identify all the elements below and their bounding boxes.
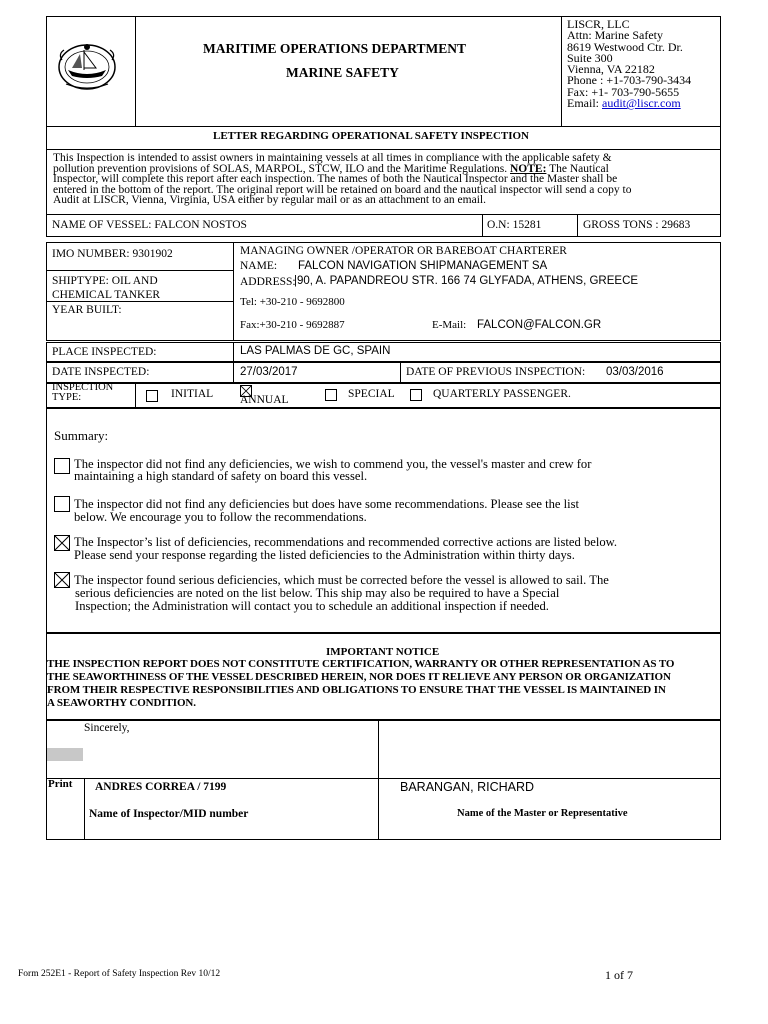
- on-label: O.N:: [487, 219, 510, 231]
- quarterly-passenger-checkbox[interactable]: [410, 389, 422, 401]
- initial-option-label: INITIAL: [171, 388, 214, 400]
- liscr-seal-logo: [54, 40, 120, 94]
- vessel-name-field: [52, 219, 247, 231]
- owner-email-value: FALCON@FALCON.GR: [477, 319, 602, 331]
- summary-option-4-checkbox[interactable]: [54, 572, 70, 588]
- notice-title: IMPORTANT NOTICE: [326, 646, 440, 658]
- quarterly-passenger-option-label: QUARTERLY PASSENGER.: [433, 388, 571, 400]
- owner-email-label: E-Mail:: [432, 319, 467, 331]
- signature-box: [46, 720, 721, 840]
- email-label: Email:: [567, 96, 599, 111]
- on-value: 15281: [512, 219, 542, 231]
- special-checkbox[interactable]: [325, 389, 337, 401]
- gross-tons-label: GROSS TONS :: [583, 219, 659, 231]
- email-line: [567, 98, 691, 109]
- summary-option-2-text: The inspector did not find any deficiencies but does have some recommendations. Please see the list below. We encourage you to follow the recommendations.: [74, 497, 580, 524]
- summary-option-3-checkbox[interactable]: [54, 535, 70, 551]
- department-title: MARITIME OPERATIONS DEPARTMENT: [203, 41, 467, 56]
- summary-option-1-text: The inspector did not find any deficiencies, we wish to commend you, the vessel's master and crew for maintaining a high standard of safety on board this vessel.: [74, 457, 592, 483]
- address-line: LISCR, LLC: [567, 17, 630, 31]
- address-line: Suite 300: [567, 50, 613, 65]
- department-subtitle: MARINE SAFETY: [286, 65, 399, 80]
- summary-option-4-text: The inspector found serious deficiencies, which must be corrected before the vessel is allowed to sail. The serious deficiencies are noted on the list below. This ship may also be required to have a Special Inspection; the Administration will contact you to schedule an additional inspection if needed.: [74, 573, 609, 613]
- address-line: Attn: Marine Safety: [567, 28, 663, 43]
- owner-tel: Tel: +30-210 - 9692800: [240, 296, 345, 308]
- owner-fax: Fax:+30-210 - 9692887: [240, 319, 345, 331]
- summary-option-2-checkbox[interactable]: [54, 496, 70, 512]
- summary-option-3-text: The Inspector’s list of deficiencies, recommendations and recommended corrective actions are listed below. Please send your response regarding the listed deficiencies to the Administration within thirty days.: [74, 535, 618, 562]
- owner-heading: MANAGING OWNER /OPERATOR OR BAREBOAT CHARTERER: [240, 245, 567, 257]
- summary-option-1-checkbox[interactable]: [54, 458, 70, 474]
- summary-title: Summary:: [54, 428, 109, 443]
- intro-line: pollution prevention provisions of SOLAS, MARPOL, STCW, ILO and the Maritime Regulations. NOTE: The Nautical: [53, 162, 609, 175]
- check-mark-icon: [55, 536, 69, 550]
- letter-title: LETTER REGARDING OPERATIONAL SAFETY INSPECTION: [213, 130, 530, 142]
- date-inspected-label: DATE INSPECTED:: [52, 366, 150, 378]
- shiptype-field: [52, 274, 160, 302]
- address-line: Fax: +1- 703-790-5655: [567, 84, 680, 99]
- check-mark-icon: [55, 573, 69, 587]
- address-line: Vienna, VA 22182: [567, 62, 655, 77]
- previous-inspection-label: DATE OF PREVIOUS INSPECTION:: [406, 366, 586, 378]
- owner-name-label: NAME:: [240, 260, 278, 272]
- inspection-type-label: INSPECTION TYPE:: [52, 382, 114, 403]
- place-inspected-label: PLACE INSPECTED:: [52, 346, 157, 358]
- intro-line: entered in the bottom of the report. The original report will be retained on board and the nautical inspector will send a copy to: [53, 183, 632, 196]
- liscr-address-block: [567, 19, 691, 109]
- page-number: 1 of 7: [605, 968, 633, 982]
- owner-address-label: ADDRESS:: [240, 276, 296, 288]
- imo-label: IMO NUMBER:: [52, 248, 130, 260]
- initial-checkbox[interactable]: [146, 390, 158, 402]
- form-id: Form 252E1 - Report of Safety Inspection Rev 10/12: [18, 969, 221, 979]
- previous-inspection-value: 03/03/2016: [606, 366, 664, 378]
- owner-name-value: FALCON NAVIGATION SHIPMANAGEMENT SA: [298, 260, 548, 272]
- sincerely-label: Sincerely,: [84, 722, 130, 734]
- intro-line: This Inspection is intended to assist owners in maintaining vessels at all times in compliance with the applicable safety &: [53, 152, 612, 164]
- vessel-name-label: NAME OF VESSEL:: [52, 219, 152, 231]
- annual-option-label: ANNUAL: [240, 394, 289, 406]
- special-option-label: SPECIAL: [348, 388, 395, 400]
- address-line: 8619 Westwood Ctr. Dr.: [567, 39, 683, 54]
- date-inspected-value: 27/03/2017: [240, 366, 298, 378]
- inspector-name-caption: Name of Inspector/MID number: [89, 808, 249, 820]
- official-number-field: [487, 219, 541, 231]
- imo-value: 9301902: [132, 248, 173, 260]
- intro-text: [53, 153, 631, 206]
- gross-tons-value: 29683: [661, 219, 691, 231]
- inspector-name-value: ANDRES CORREA / 7199: [95, 781, 227, 793]
- year-built-label: YEAR BUILT:: [52, 304, 122, 316]
- place-inspected-value: LAS PALMAS DE GC, SPAIN: [240, 345, 391, 357]
- shiptype-line: SHIPTYPE: OIL AND: [52, 275, 158, 287]
- print-label: Print: [48, 778, 73, 790]
- intro-line: Inspector, will complete this report after each inspection. The names of both the Nautical Inspector and the Master shall be: [53, 173, 618, 186]
- imo-number-field: [52, 248, 173, 260]
- address-line: Phone : +1-703-790-3434: [567, 73, 692, 88]
- email-link[interactable]: audit@liscr.com: [602, 96, 681, 111]
- shiptype-line: CHEMICAL TANKER: [52, 289, 161, 301]
- signature-redacted: [47, 748, 83, 761]
- owner-address-value: |90, A. PAPANDREOU STR. 166 74 GLYFADA, ATHENS, GREECE: [294, 275, 639, 287]
- note-label: NOTE:: [510, 162, 547, 175]
- notice-text: THE INSPECTION REPORT DOES NOT CONSTITUTE CERTIFICATION, WARRANTY OR OTHER REPRESENTATION AS TO THE SEAWORTHINESS OF THE VESSEL DESCRIBED HEREIN, NOR DOES IT RELIEVE ANY PERSON OR ORGANIZATION FROM THEIR RESPECTIVE RESPONSIBILITIES AND OBLIGATIONS TO ENSURE THAT THE VESSEL IS MAINTAINED IN A SEAWORTHY CONDITION.: [47, 658, 675, 709]
- gross-tons-field: [583, 219, 690, 231]
- intro-line: Audit at LISCR, Vienna, Virginia, USA either by regular mail or as an attachment to an email.: [53, 194, 486, 207]
- master-name-value: BARANGAN, RICHARD: [400, 780, 535, 794]
- master-name-caption: Name of the Master or Representative: [457, 808, 628, 819]
- vessel-name-value: FALCON NOSTOS: [154, 219, 247, 231]
